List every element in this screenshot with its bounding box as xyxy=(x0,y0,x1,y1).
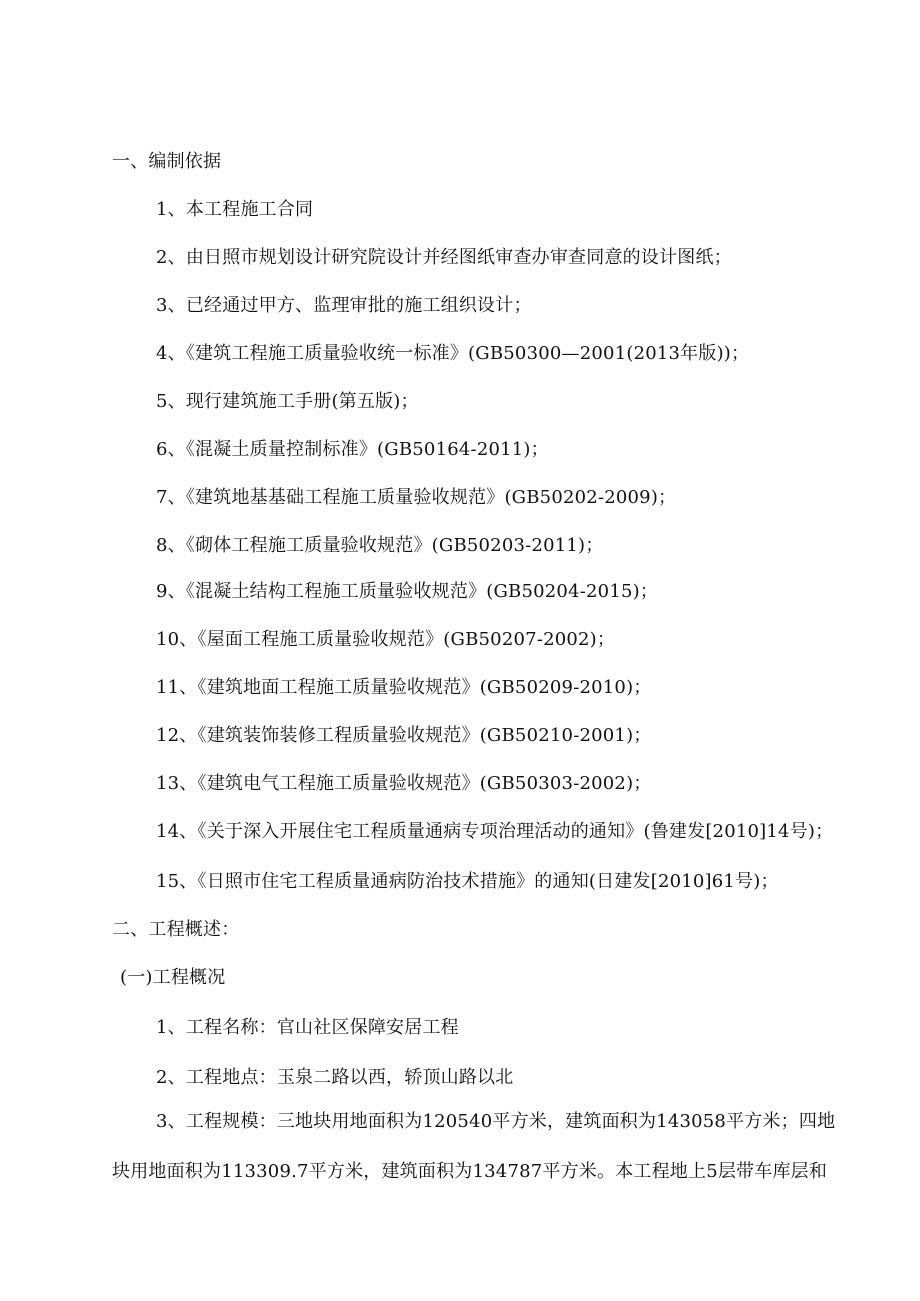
project-scale-line-2: 块用地面积为113309.7平方米，建筑面积为134787平方米。本工程地上5层带车库层和 xyxy=(112,1161,828,1182)
basis-item-14: 14、《关于深入开展住宅工程质量通病专项治理活动的通知》(鲁建发[2010]14号)； xyxy=(156,821,834,842)
basis-item-7: 7、《建筑地基基础工程施工质量验收规范》(GB50202-2009)； xyxy=(156,487,677,508)
basis-item-12: 12、《建筑装饰装修工程质量验收规范》(GB50210-2001)； xyxy=(156,725,652,746)
project-scale-line-1: 3、工程规模：三地块用地面积为120540平方米，建筑面积为143058平方米；四地 xyxy=(156,1111,836,1132)
section-heading-basis: 一、编制依据 xyxy=(112,151,222,172)
basis-item-15: 15、《日照市住宅工程质量通病防治技术措施》的通知(日建发[2010]61号)； xyxy=(156,871,779,892)
basis-item-4: 4、《建筑工程施工质量验收统一标准》(GB50300—2001(2013年版))； xyxy=(156,343,750,364)
basis-item-10: 10、《屋面工程施工质量验收规范》(GB50207-2002)； xyxy=(156,629,616,650)
basis-item-5: 5、现行建筑施工手册(第五版)； xyxy=(156,391,419,412)
basis-item-13: 13、《建筑电气工程施工质量验收规范》(GB50303-2002)； xyxy=(156,773,652,794)
basis-item-11: 11、《建筑地面工程施工质量验收规范》(GB50209-2010)； xyxy=(156,677,652,698)
section-heading-overview: 二、工程概述： xyxy=(112,919,240,940)
subsection-heading-project: (一)工程概况 xyxy=(120,967,226,988)
basis-item-1: 1、本工程施工合同 xyxy=(156,199,314,220)
basis-item-2: 2、由日照市规划设计研究院设计并经图纸审查办审查同意的设计图纸； xyxy=(156,247,732,268)
project-name: 1、工程名称：官山社区保障安居工程 xyxy=(156,1017,459,1038)
project-location: 2、工程地点：玉泉二路以西，轿顶山路以北 xyxy=(156,1067,514,1088)
basis-item-8: 8、《砌体工程施工质量验收规范》(GB50203-2011)； xyxy=(156,535,604,556)
basis-item-9: 9、《混凝土结构工程施工质量验收规范》(GB50204-2015)； xyxy=(156,581,659,602)
basis-item-6: 6、《混凝土质量控制标准》(GB50164-2011)； xyxy=(156,439,549,460)
basis-item-3: 3、已经通过甲方、监理审批的施工组织设计； xyxy=(156,295,532,316)
